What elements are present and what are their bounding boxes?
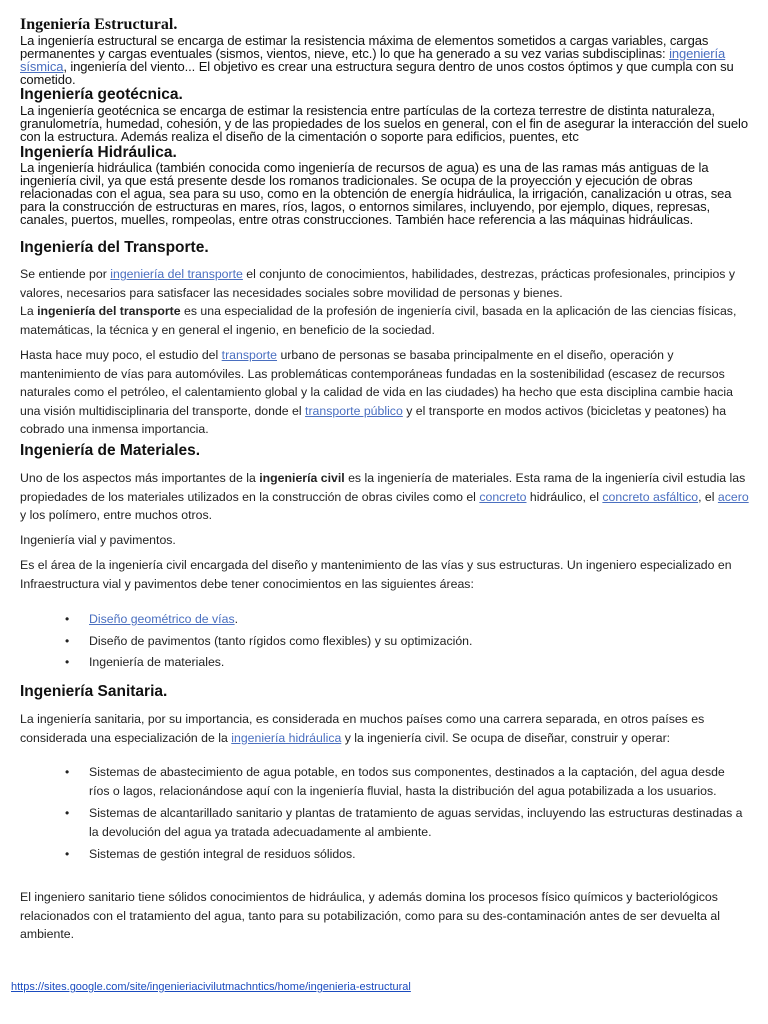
text-segment: , ingeniería del viento... El objetivo es crear una estructura segura dentro de unos costos óptimos y que cumpla con su cometido. [20,59,734,87]
list-item [20,610,748,629]
link-transporte[interactable]: transporte [221,348,278,362]
text-segment: La ingeniería estructural se encarga de estimar la resistencia máxima de elementos sometidos a cargas variables, cargas permanentes y cargas eventuales (sismos, vientos, nieve, etc.) lo que ha generado a su vez varias subdisciplinas: [20,33,709,61]
vial-title: Ingeniería vial y pavimentos. [20,533,176,547]
link-ingenieria-del-transporte[interactable]: ingeniería del transporte [110,267,243,281]
heading-materiales: Ingeniería de Materiales. [20,442,201,459]
heading-sanitaria: Ingeniería Sanitaria. [20,683,168,700]
sanitaria-list [20,763,748,864]
link-ingenieria-hidraulica[interactable]: ingeniería hidráulica [231,730,342,745]
text-segment: y el transporte en modos activos (bicicletas y peatones) ha cobrado una inmensa importancia. [20,403,727,436]
list-item: • Ingeniería de materiales. [20,653,748,672]
link-acero[interactable]: acero [717,489,749,504]
text-segment: La [20,304,38,318]
list-item: • Sistemas de alcantarillado sanitario y plantas de tratamiento de aguas servidas, incluyendo las estructuras destinadas a la devolución del agua ya tratada adecuadamente al ambiente. [20,804,748,841]
link-concreto[interactable]: concreto [479,489,527,504]
heading-hidraulica: Ingeniería Hidráulica. [20,144,177,161]
heading-transporte: Ingeniería del Transporte. [20,239,209,256]
link-concreto-asfaltico[interactable]: concreto asfáltico [602,489,699,504]
text-segment: y la ingeniería civil. Se ocupa de diseñar, construir y operar: [341,730,671,745]
paragraph-transporte-2 [20,302,750,339]
paragraph-estructural [20,34,750,86]
text-segment: y los polímero, entre muchos otros. [20,508,213,522]
text-segment: urbano de personas se basaba principalmente en el diseño, operación y mantenimiento de vías para automóviles. Las problemáticas contemporáneas fundadas en la sostenibilidad (escasez de recursos naturales como el petróleo, el calentamiento global y la calidad de vida en las ciudades) ha hecho que esta disciplina cambie hacia una visión multidisciplinaria del transporte, donde el [20,348,733,418]
paragraph-hidraulica: La ingeniería hidráulica (también conocida como ingeniería de recursos de agua) es una de las ramas más antiguas de la ingeniería civil, ya que está presente desde los romanos tradicionales. Se ocupa de la proyección y ejecución de obras relacionadas con el agua, sea para su uso, como en la obtención de energía hidráulica, la irrigación, canalización u otras, sea para la construcción de estructuras en mares, ríos, lagos, o entornos similares, incluyendo, por ejemplo, diques, represas, canales, puertos, muelles, rompeolas, entre otras construcciones. También hace referencia a las máquinas hidráulicas. [20,160,732,227]
text-segment: es una especialidad de la profesión de ingeniería civil, basada en la aplicación de las ciencias físicas, matemáticas, la técnica y en general el ingenio, en beneficio de la sociedad. [20,304,737,337]
paragraph-sanitaria-1 [20,710,750,747]
paragraph-geotecnica: La ingeniería geotécnica se encarga de estimar la resistencia entre partículas de la corteza terrestre de distinta naturaleza, granulometría, humedad, cohesión, y de las propiedades de los suelos en general, con el fin de asegurar la interacción del suelo con la estructura. Además realiza el diseño de la cimentación o soporte para edificios, puentes, etc [20,103,748,144]
text-segment: el conjunto de conocimientos, habilidades, destrezas, prácticas profesionales, principios y valores, necesarios para satisfacer las necesidades sociales sobre movilidad de personas y bienes. [20,267,736,300]
paragraph-sanitaria-2: El ingeniero sanitario tiene sólidos conocimientos de hidráulica, y además domina los procesos físico químicos y bacteriológicos relacionados con el tratamiento del agua, tanto para su potabilización, como para su des-contaminación antes de ser devuelta al ambiente. [20,890,720,941]
link-transporte-publico[interactable]: transporte público [305,403,403,418]
text-segment: Uno de los aspectos más importantes de la [20,471,260,485]
text-segment: hidráulico, el [526,489,603,504]
vial-list [20,610,748,672]
paragraph-materiales [20,469,750,525]
text-segment: , el [698,489,718,504]
link-diseno-geometrico-de-vias[interactable]: Diseño geométrico de vías [89,612,235,626]
list-item: • Sistemas de gestión integral de residuos sólidos. [20,845,748,864]
text-segment: . [234,612,239,626]
list-item: • Sistemas de abastecimiento de agua potable, en todos sus componentes, destinados a la captación, del agua desde ríos o lagos, relacionándose aquí con la ingeniería fluvial, hasta la distribución del agua potabilizada a los usuarios. [20,763,748,800]
text-segment: La ingeniería sanitaria, por su importancia, es considerada en muchos países como una carrera separada, en otros países es considerada una especialización de la [20,712,705,745]
heading-geotecnica: Ingeniería geotécnica. [20,86,183,103]
paragraph-transporte-3 [20,346,750,439]
link-ingenieria-sismica[interactable]: ingeniería sísmica [20,46,726,74]
source-url-link[interactable]: https://sites.google.com/site/ingenieriacivilutmachntics/home/ingenieria-estructural [11,981,411,993]
paragraph-transporte-1 [20,265,750,302]
text-segment: es la ingeniería de materiales. Esta rama de la ingeniería civil estudia las propiedades de los materiales utilizados en la construcción de obras civiles como el [20,471,746,504]
paragraph-vial: Es el área de la ingeniería civil encargada del diseño y mantenimiento de las vías y sus estructuras. Un ingeniero especializado en Infraestructura vial y pavimentos debe tener conocimientos en las siguientes áreas: [20,558,732,591]
bold-term: ingeniería civil [259,471,345,485]
text-segment: Se entiende por [20,267,111,281]
text-segment: Hasta hace muy poco, el estudio del [20,348,222,362]
heading-estructural: Ingeniería Estructural. [20,16,178,33]
bold-term: ingeniería del transporte [37,304,181,318]
list-item: • Diseño de pavimentos (tanto rígidos como flexibles) y su optimización. [20,632,748,651]
